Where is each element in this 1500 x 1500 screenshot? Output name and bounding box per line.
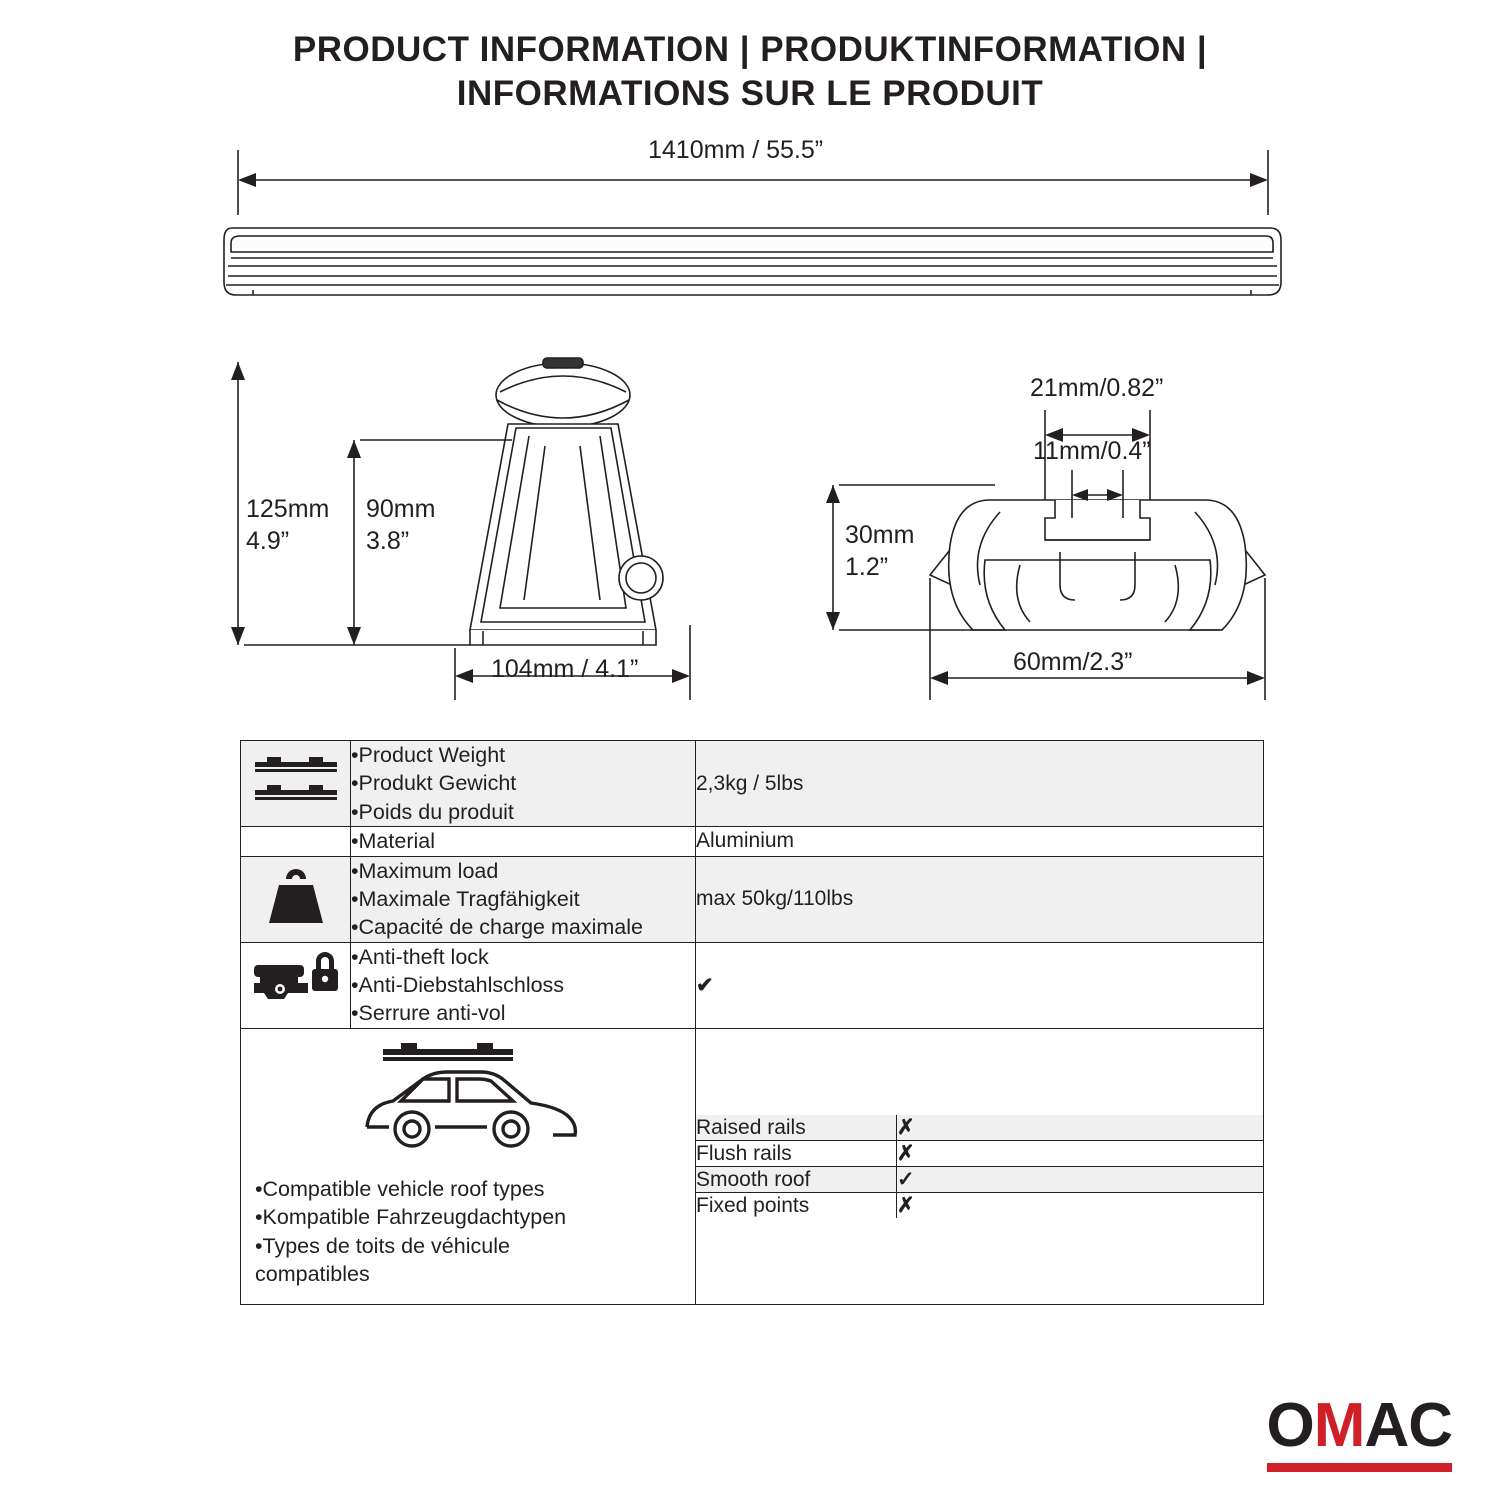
technical-drawings	[0, 0, 1500, 740]
label-foot-total-height-inch: 4.9”	[246, 527, 290, 555]
roof-types-table	[696, 1115, 1263, 1218]
row-value-anti-theft-lock: ✔	[696, 942, 1264, 1028]
page-title-line1: PRODUCT INFORMATION | PRODUKTINFORMATION |	[292, 30, 1208, 69]
row-value-product-weight: 2,3kg / 5lbs	[696, 741, 1264, 827]
row-label-anti-theft-lock	[351, 942, 696, 1028]
page-title-line2: INFORMATIONS SUR LE PRODUIT	[456, 73, 1044, 113]
row-label-line: •Anti-theft lock	[351, 944, 489, 969]
crossbar-side-view	[224, 228, 1281, 295]
label-profile-outer-slot: 21mm/0.82”	[1030, 374, 1164, 402]
row-label-line: •Product Weight	[351, 743, 506, 767]
roof-types-label-line: •Compatible vehicle roof types	[255, 1176, 545, 1201]
row-label-material	[351, 827, 696, 856]
weight-icon-svg	[261, 863, 331, 929]
omac-logo	[1266, 1391, 1452, 1472]
roof-types-options-cell	[696, 1028, 1264, 1305]
roof-types-label-line: •Kompatible Fahrzeugdachtypen	[255, 1205, 567, 1230]
label-profile-height: 30mm	[845, 521, 915, 549]
table-row	[241, 942, 1264, 1028]
table-row	[241, 856, 1264, 942]
table-row-roof-types	[241, 1028, 1264, 1305]
roof-type-row	[696, 1167, 1263, 1193]
roof-type-name: Fixed points	[696, 1193, 897, 1219]
roof-type-mark: ✗	[897, 1194, 915, 1217]
table-row	[241, 741, 1264, 827]
row-value-material: Aluminium	[696, 827, 1264, 856]
logo-underline	[1267, 1463, 1452, 1472]
roof-type-row	[696, 1141, 1263, 1167]
row-label-max-load	[351, 856, 696, 942]
roof-type-mark: ✗	[897, 1115, 1264, 1141]
label-foot-inner-height: 90mm	[366, 495, 436, 523]
roof-type-mark: ✗	[897, 1141, 1264, 1167]
bar-profile-cross-section	[930, 500, 1265, 630]
weight-icon	[241, 856, 351, 942]
row-label-line: •Capacité de charge maximale	[351, 915, 643, 940]
logo-text-ac: AC	[1364, 1391, 1452, 1460]
lock-icon-svg	[250, 949, 342, 1015]
roof-types-label-line: •Types de toits de véhicule compatibles	[255, 1233, 510, 1286]
row-label-product-weight	[351, 741, 696, 827]
specification-table	[240, 740, 1264, 1305]
logo-text-o: O	[1266, 1391, 1314, 1460]
roof-type-name: Raised rails	[696, 1115, 897, 1141]
label-foot-total-height: 125mm	[246, 495, 330, 523]
label-profile-inner-slot: 11mm/0.4”	[1033, 437, 1151, 465]
roof-type-mark: ✓	[897, 1167, 1264, 1193]
label-foot-width: 104mm / 4.1”	[491, 655, 639, 683]
roof-type-row	[696, 1115, 1263, 1141]
material-icon-placeholder	[241, 827, 351, 856]
row-label-line: •Maximum load	[351, 858, 499, 883]
table-row	[241, 827, 1264, 856]
label-profile-height-inch: 1.2”	[845, 553, 889, 581]
roof-type-name: Smooth roof	[696, 1167, 897, 1193]
row-label-line: •Maximale Tragfähigkeit	[351, 886, 580, 911]
row-label-line: •Anti-Diebstahlschloss	[351, 973, 565, 997]
row-label-line: •Serrure anti-vol	[351, 1001, 506, 1026]
label-profile-width: 60mm/2.3”	[1013, 648, 1133, 676]
roof-type-name: Flush rails	[696, 1141, 897, 1167]
crossbars-icon-svg	[253, 750, 339, 812]
car-with-rack-icon-svg	[353, 1041, 583, 1159]
row-label-line: •Poids du produit	[351, 799, 514, 824]
row-value-max-load: max 50kg/110lbs	[696, 856, 1264, 942]
roof-type-row	[696, 1193, 1263, 1219]
label-foot-inner-height-inch: 3.8”	[366, 527, 410, 555]
row-label-line: •Produkt Gewicht	[351, 771, 517, 796]
logo-text-m: M	[1313, 1391, 1365, 1460]
foot-front-view	[470, 358, 663, 645]
lock-icon	[241, 942, 351, 1028]
label-bar-length: 1410mm / 55.5”	[648, 136, 824, 164]
crossbars-icon	[241, 741, 351, 827]
car-with-rack-icon	[241, 1029, 695, 1169]
row-label-line: •Material	[351, 829, 435, 854]
roof-types-label-cell	[241, 1028, 696, 1305]
